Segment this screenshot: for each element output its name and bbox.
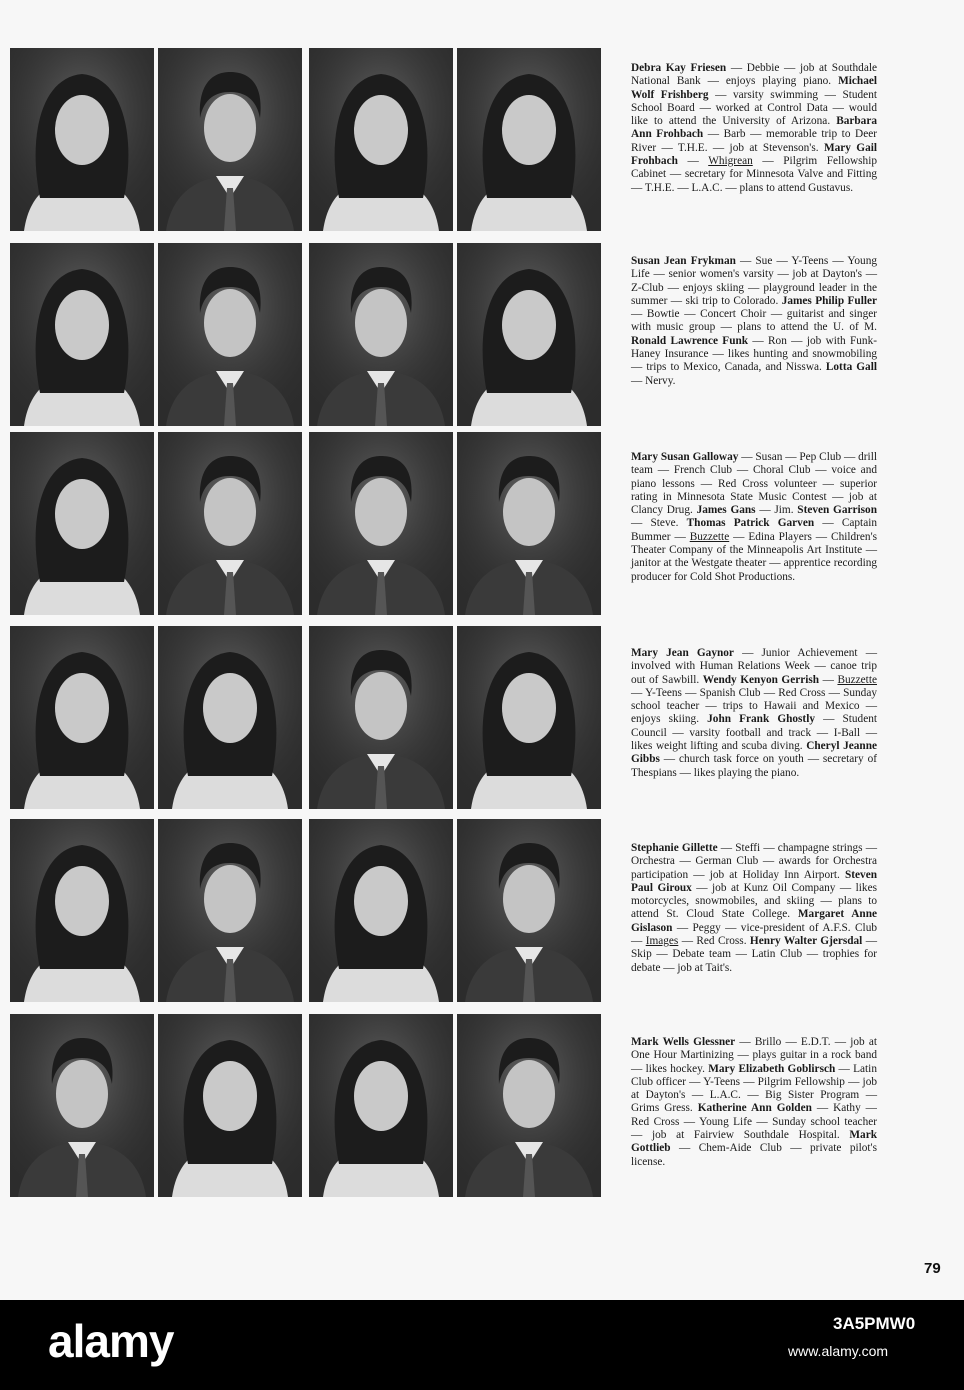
student-portrait [10,1014,154,1197]
student-name: Barbara Ann Frohbach [631,115,877,141]
bio-text: — [677,155,709,168]
student-portrait [10,48,154,231]
nickname-underlined: Images [645,935,679,948]
student-portrait [10,243,154,426]
student-portrait [10,432,154,615]
bio-paragraph [631,255,877,388]
student-name: James Gans [696,504,756,517]
nickname-underlined: Buzzette [837,673,877,686]
student-name: Steven Paul Giroux [631,868,877,894]
bio-text: — Steve. [631,517,687,530]
bio-paragraph [631,647,877,780]
bio-text: — Kathy — Red Cross — Young Life — Sunday school teacher — job at Fairview Southdale Hospital. [631,1102,877,1142]
student-name: Lotta Gall [825,361,877,374]
bio-paragraph [631,842,877,975]
bio-text: — Pilgrim Fellowship Cabinet — secretary for Minnesota Valve and Fitting — T.H.E. — L.A.C. — plans to attend Gustavus. [631,155,877,194]
student-name: Wendy Kenyon Gerrish [702,673,820,686]
bio-text: — Y-Teens — Spanish Club — Red Cross — Sunday school teacher — trips to Hawaii and Mexico — enjoys skiing. [631,686,877,726]
bio-text: — varsity swimming — Student School Board — worked at Control Data — would like to attend the University of Arizona. [631,88,877,128]
student-name: Mark Gottlieb [631,1129,877,1155]
bio-paragraph [631,62,877,195]
bio-text: — Jim. [755,504,798,517]
bio-text: — Red Cross. [678,935,750,948]
student-portrait [158,819,302,1002]
student-name: Katherine Ann Golden [697,1102,812,1115]
bio-paragraph [631,451,877,584]
student-portrait [10,626,154,809]
bio-text: — [819,673,838,686]
student-name: James Philip Fuller [781,294,877,307]
bio-text: — Peggy — vice-president of A.F.S. Club — [631,921,877,948]
bio-text: — Sue — Y-Teens — Young Life — senior women's varsity — job at Dayton's — Z-Club — enjoys skiing — playground leader in the summer — ski trip to Colorado. [631,255,877,307]
student-name: Susan Jean Frykman [631,255,736,267]
student-portrait [309,1014,453,1197]
student-name: Stephanie Gillette [631,842,718,854]
student-portrait [309,626,453,809]
bio-paragraph [631,1036,877,1169]
student-name: Steven Garrison [797,504,877,517]
student-name: Thomas Patrick Garven [686,517,815,530]
student-portrait [457,819,601,1002]
student-name: Mary Gail Frohbach [631,141,877,168]
student-portrait [309,819,453,1002]
student-portrait [309,48,453,231]
bio-text: — Captain Bummer — [631,517,877,543]
student-portrait [10,819,154,1002]
student-name: Debra Kay Friesen [631,62,727,74]
bio-text: — Barb — memorable trip to Deer River — T.H.E. — job at Stevenson's. [631,128,877,154]
student-portrait [158,1014,302,1197]
bio-text: — Student Council — varsity football and track — I-Ball — likes weight lifting and scuba diving. [631,713,878,753]
student-name: Michael Wolf Frishberg [631,75,877,101]
student-name: Mary Elizabeth Goblirsch [708,1062,836,1075]
alamy-logo: alamy [48,1315,174,1367]
student-name: Mark Wells Glessner [631,1036,736,1048]
page-number: 79 [924,1260,941,1277]
bio-text: — church task force on youth — secretary of Thespians — likes playing the piano. [631,753,877,779]
student-portrait [457,243,601,426]
bio-text: — Edina Players — Children's Theater Company of the Minneapolis Art Institute — janitor at the Westgate theater — apprentice recording producer for Cold Shot Productions. [631,530,877,583]
bio-text: — Chem-Aide Club — private pilot's license. [631,1142,877,1168]
student-name: Margaret Anne Gislason [631,908,877,934]
student-portrait [457,626,601,809]
student-portrait [457,432,601,615]
nickname-underlined: Whigrean [708,155,753,168]
student-name: Henry Walter Gjersdal [749,935,863,948]
student-portrait [457,1014,601,1197]
student-name: Mary Jean Gaynor [631,647,734,659]
bio-text: — Bowtie — Concert Choir — guitarist and singer with music group — plans to attend the U. of M. [631,308,877,334]
student-portrait [158,626,302,809]
image-id: 3A5PMW0 [833,1314,916,1333]
student-name: John Frank Ghostly [707,713,815,726]
bio-text: — Latin Club officer — Y-Teens — Pilgrim Fellowship — job at Dayton's — L.A.C. — Big Sister Program — Grims Gress. [631,1062,877,1115]
bio-text: — Brillo — E.D.T. — job at One Hour Martinizing — plays guitar in a rock band — likes hockey. [631,1036,877,1075]
bio-text: — Ron — job with Funk-Haney Insurance — likes hunting and snowmobiling — trips to Mexico, Canada, and Nisswa. [631,334,877,374]
nickname-underlined: Buzzette [689,530,730,543]
site-url: www.alamy.com [788,1343,889,1359]
bio-text: — Debbie — job at Southdale National Bank — enjoys playing piano. [631,62,877,88]
student-portrait [158,432,302,615]
student-portrait [309,432,453,615]
student-name: Ronald Lawrence Funk [631,334,749,347]
bio-text: — Nervy. [631,374,676,387]
student-portrait [158,48,302,231]
student-portrait [158,243,302,426]
student-name: Cheryl Jeanne Gibbs [631,740,877,766]
student-name: Mary Susan Galloway [631,451,739,463]
bio-text: — Steffi — champagne strings — Orchestra — German Club — awards for Orchestra participation — job at Holiday Inn Airport. [631,842,877,881]
bio-text: — Junior Achievement — involved with Human Relations Week — canoe trip out of Sawbill. [631,647,877,686]
watermark-footer [0,1300,964,1390]
student-portrait [309,243,453,426]
bio-text: — job at Kunz Oil Company — likes motorcycles, snowmobiles, and skiing — plans to attend St. Cloud State College. [631,881,877,921]
student-portrait [457,48,601,231]
bio-text: — Susan — Pep Club — drill team — French Club — Choral Club — voice and piano lessons — Red Cross volunteer — superior rating in Minnesota State Music Contest — job at Clancy Drug. [631,451,877,517]
bio-text: — Skip — Debate team — Latin Club — trophies for debate — job at Tait's. [631,935,878,974]
